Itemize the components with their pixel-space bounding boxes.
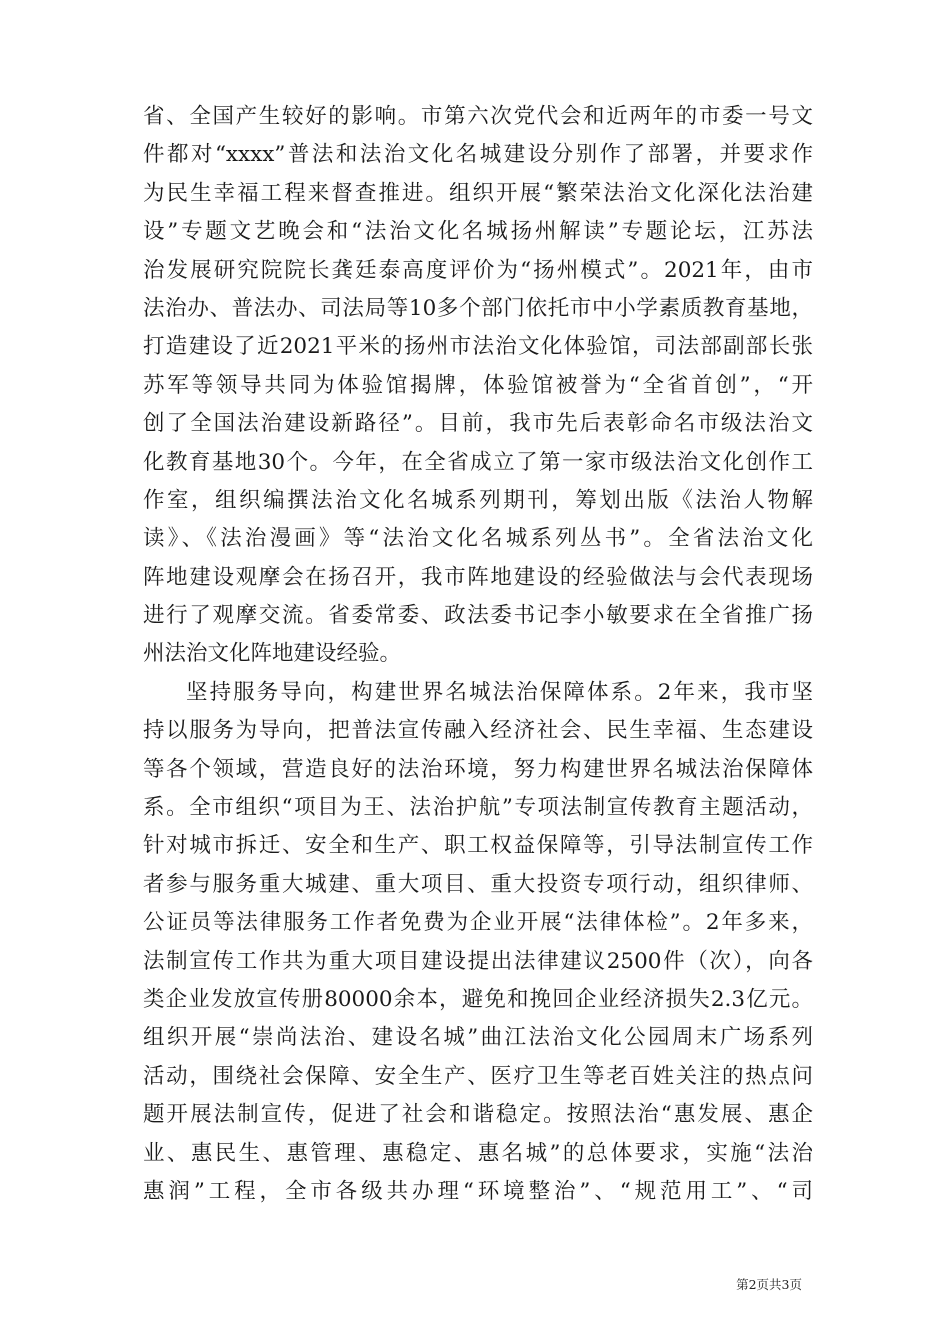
text-line: 创了全国法治建设新路径”。目前，我市先后表彰命名市级法治文: [143, 411, 813, 437]
text-line: 系。全市组织“项目为王、法治护航”专项法制宣传教育主题活动，: [143, 795, 813, 821]
text-line: 设”专题文艺晚会和“法治文化名城扬州解读”专题论坛，江苏法: [143, 219, 813, 245]
text-line: 题开展法制宣传，促进了社会和谐稳定。按照法治“惠发展、惠企: [143, 1102, 813, 1128]
text-line: 惠润”工程，全市各级共办理“环境整治”、“规范用工”、“司: [143, 1178, 813, 1204]
text-line: 苏军等领导共同为体验馆揭牌，体验馆被誉为“全省首创”，“开: [143, 372, 813, 398]
text-line: 针对城市拆迁、安全和生产、职工权益保障等，引导法制宣传工作: [143, 833, 813, 859]
text-line: 者参与服务重大城建、重大项目、重大投资专项行动，组织律师、: [143, 871, 813, 897]
page-number: 第2页共3页: [736, 1277, 802, 1292]
text-line: 法制宣传工作共为重大项目建设提出法律建议2500件（次），向各: [143, 948, 813, 974]
text-line: 读》、《法治漫画》等“法治文化名城系列丛书”。全省法治文化: [143, 526, 813, 552]
text-line: 化教育基地30个。今年，在全省成立了第一家市级法治文化创作工: [143, 449, 813, 475]
text-line: 组织开展“崇尚法治、建设名城”曲江法治文化公园周末广场系列: [143, 1025, 813, 1051]
text-line: 进行了观摩交流。省委常委、政法委书记李小敏要求在全省推广扬: [143, 603, 813, 629]
document-body: [143, 98, 813, 1211]
text-line: 公证员等法律服务工作者免费为企业开展“法律体检”。2年多来，: [143, 910, 813, 936]
text-line: 治发展研究院院长龚廷泰高度评价为“扬州模式”。2021年，由市: [143, 257, 813, 283]
paragraph-start-line: 坚持服务导向，构建世界名城法治保障体系。2年来，我市坚: [186, 679, 813, 705]
text-line: 阵地建设观摩会在扬召开，我市阵地建设的经验做法与会代表现场: [143, 564, 813, 590]
text-line: 件都对“xxxx”普法和法治文化名城建设分别作了部署，并要求作: [143, 142, 813, 168]
text-line: 等各个领域，营造良好的法治环境，努力构建世界名城法治保障体: [143, 756, 813, 782]
text-line: 法治办、普法办、司法局等10多个部门依托市中小学素质教育基地，: [143, 295, 813, 321]
text-line: 为民生幸福工程来督查推进。组织开展“繁荣法治文化深化法治建: [143, 180, 813, 206]
text-line: 省、全国产生较好的影响。市第六次党代会和近两年的市委一号文: [143, 104, 813, 129]
text-line: 作室，组织编撰法治文化名城系列期刊，筹划出版《法治人物解: [143, 487, 813, 513]
paragraph-end-line: 州法治文化阵地建设经验。: [143, 641, 402, 667]
text-line: 持以服务为导向，把普法宣传融入经济社会、民生幸福、生态建设: [143, 718, 813, 744]
text-line: 活动，围绕社会保障、安全生产、医疗卫生等老百姓关注的热点问: [143, 1063, 813, 1089]
text-line: 打造建设了近2021平米的扬州市法治文化体验馆，司法部副部长张: [143, 334, 813, 360]
text-line: 业、惠民生、惠管理、惠稳定、惠名城”的总体要求，实施“法治: [143, 1140, 813, 1166]
text-line: 类企业发放宣传册80000余本，避免和挽回企业经济损失2.3亿元。: [143, 986, 813, 1012]
